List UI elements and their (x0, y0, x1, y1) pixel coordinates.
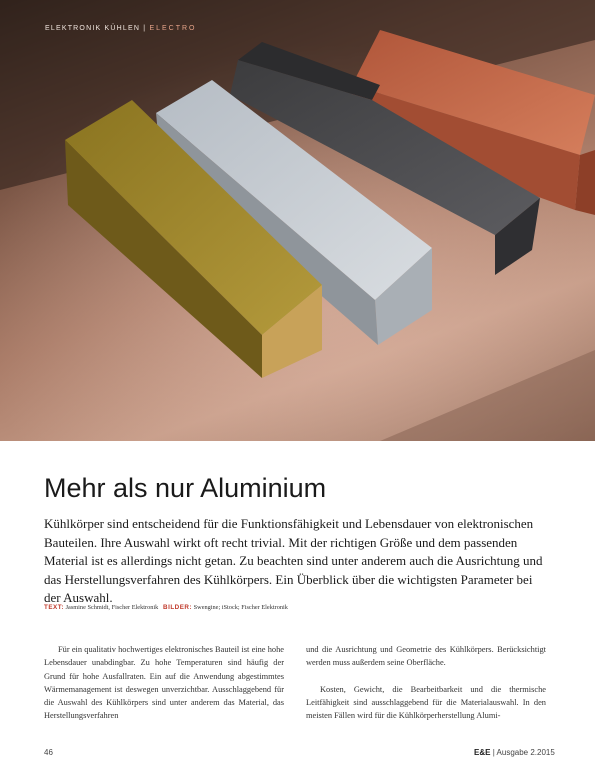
body-column-right (306, 643, 546, 722)
image-credit-value: Swengine; iStock; Fischer Elektronik (193, 604, 288, 611)
article-credits (44, 604, 288, 611)
text-credit-label: TEXT: (44, 604, 64, 611)
text-credit-value: Jasmine Schmidt, Fischer Elektronik (65, 604, 159, 611)
subsection-label: ELECTRO (149, 25, 197, 32)
body-column-left: Für ein qualitativ hochwertiges elektronisches Bauteil ist eine hohe Lebensdauer unabdingbar. Zu hohe Temperaturen sind häufig der Grund für hohe Ausfallraten. Ein auf die Anwendung abgestimmtes Wärmemanagement ist deswegen unverzichtbar. Ausschlaggebend für die Auswahl des Kühlkörpers sind unter anderem das Material, das Herstellungsverfahren (44, 645, 284, 721)
magazine-name: E&E (474, 748, 491, 757)
magazine-footer (474, 748, 555, 757)
section-label: ELEKTRONIK KÜHLEN (45, 25, 141, 32)
issue-label: | Ausgabe 2.2015 (492, 748, 555, 757)
kicker-separator: | (143, 25, 147, 32)
body-paragraph: Kosten, Gewicht, die Bearbeitbarkeit und die thermische Leitfähigkeit sind ausschlaggebend für die Materialauswahl. In den meisten Fällen wird für die Kühlkörperherstellung Alumi- (306, 684, 546, 721)
article-title: Mehr als nur Aluminium (44, 473, 327, 503)
image-credit-label: BILDER: (163, 604, 193, 611)
body-paragraph: und die Ausrichtung und Geometrie des Kühlkörpers. Berücksichtigt werden muss außerdem seine Oberfläche. (306, 645, 546, 668)
page-number: 46 (44, 748, 53, 757)
section-kicker (45, 25, 197, 32)
article-lead: Kühlkörper sind entscheidend für die Funktionsfähigkeit und Lebensdauer von elektronischen Bauteilen. Ihre Auswahl wirkt oft recht trivial. Mit der richtigen Größe und dem passenden Material ist es allerdings nicht getan. Zu beachten sind unter anderem auch die Ausrichtung und das Herstellungsverfahren des Kühlkörpers. Ein Überblick über die wichtigsten Parameter bei der Auswahl. (44, 516, 543, 606)
